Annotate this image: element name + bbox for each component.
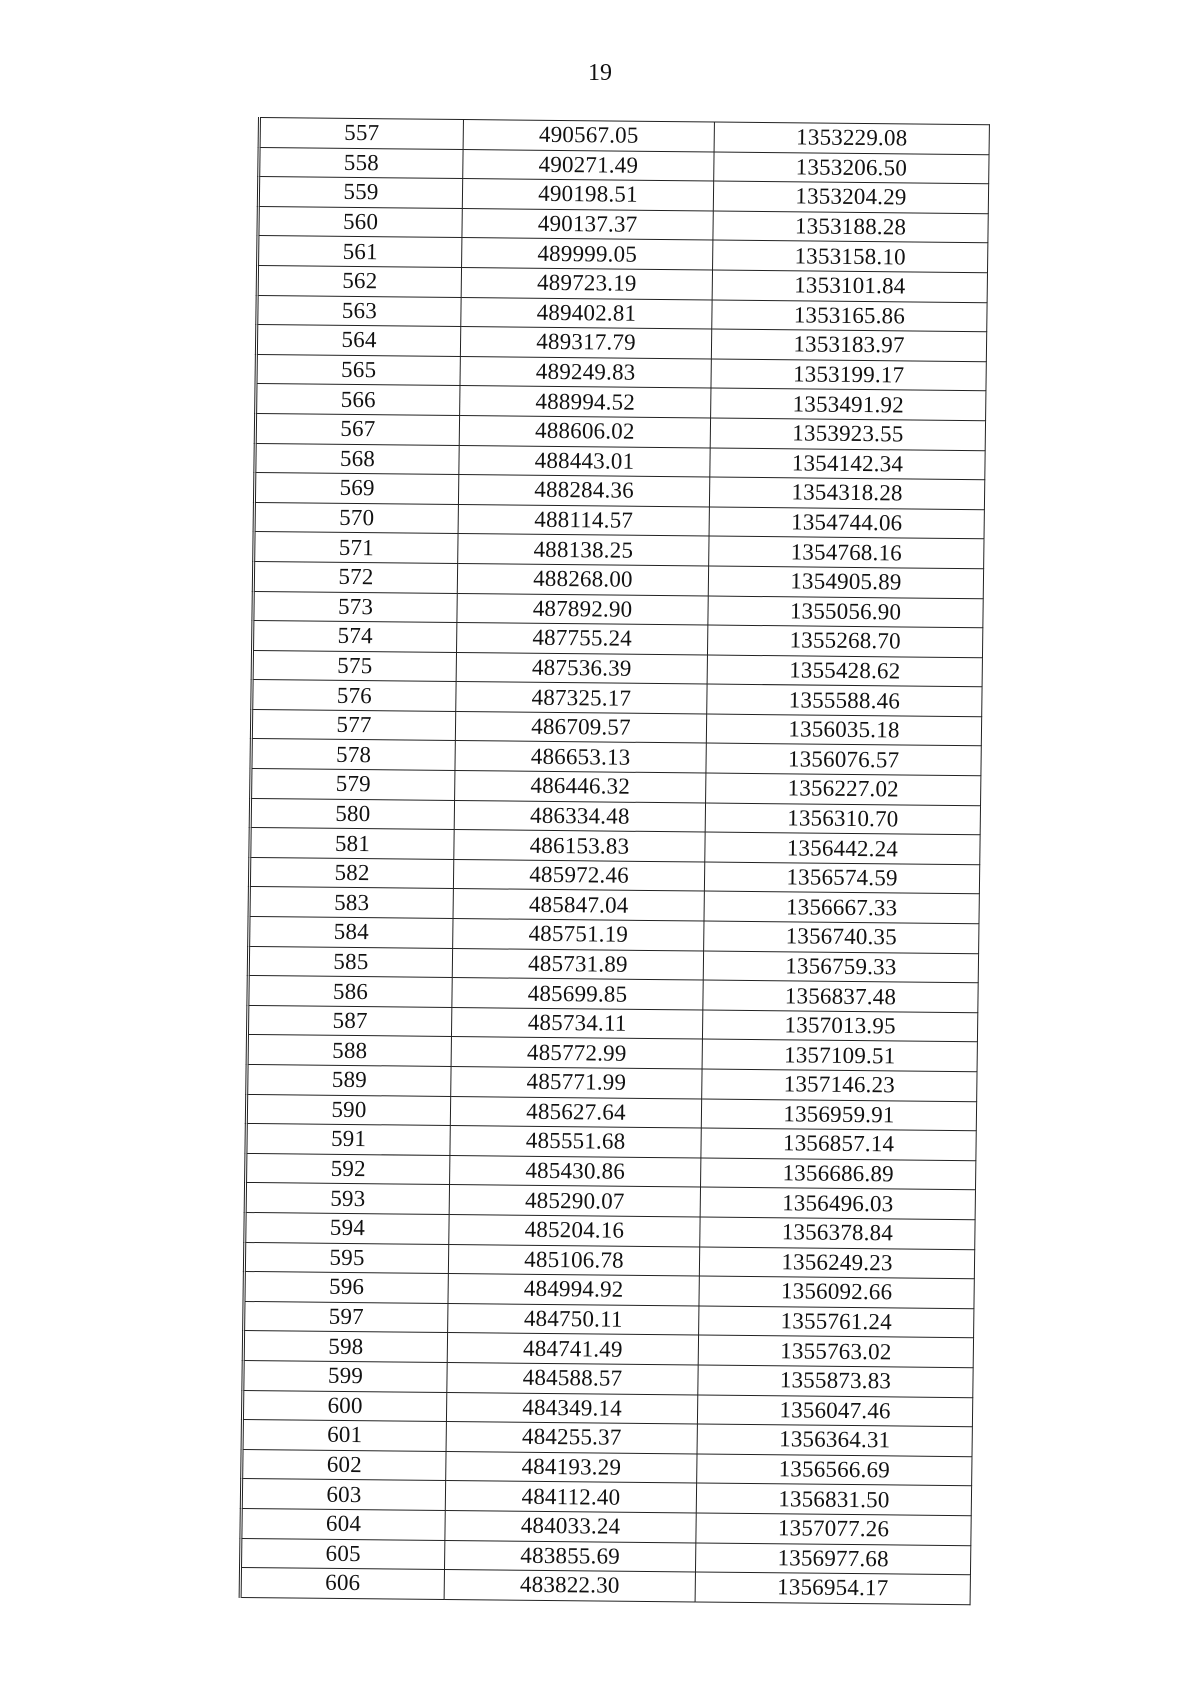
x-coordinate-cell: 488268.00 [457, 563, 708, 595]
x-coordinate-cell: 486653.13 [455, 741, 706, 773]
x-coordinate-cell: 484994.92 [448, 1274, 699, 1306]
coordinates-table-container [239, 117, 988, 1605]
y-coordinate-cell: 1355268.70 [707, 625, 982, 657]
x-coordinate-cell: 484033.24 [445, 1510, 696, 1542]
x-coordinate-cell: 483855.69 [444, 1540, 695, 1572]
y-coordinate-cell: 1357146.23 [702, 1069, 977, 1101]
point-number-cell: 591 [246, 1124, 450, 1156]
x-coordinate-cell: 484750.11 [448, 1303, 699, 1335]
y-coordinate-cell: 1356364.31 [697, 1424, 972, 1456]
x-coordinate-cell: 485771.99 [451, 1067, 702, 1099]
point-number-cell: 589 [247, 1064, 451, 1096]
y-coordinate-cell: 1355761.24 [699, 1306, 974, 1338]
point-number-cell: 588 [247, 1035, 451, 1067]
x-coordinate-cell: 485290.07 [449, 1185, 700, 1217]
y-coordinate-cell: 1353923.55 [710, 418, 985, 450]
point-number-cell: 564 [256, 325, 460, 357]
x-coordinate-cell: 483822.30 [444, 1570, 695, 1602]
y-coordinate-cell: 1353183.97 [711, 329, 986, 361]
y-coordinate-cell: 1356310.70 [705, 803, 980, 835]
y-coordinate-cell: 1356857.14 [701, 1128, 976, 1160]
point-number-cell: 595 [244, 1242, 448, 1274]
y-coordinate-cell: 1356092.66 [699, 1276, 974, 1308]
x-coordinate-cell: 488606.02 [459, 415, 710, 447]
y-coordinate-cell: 1356227.02 [706, 773, 981, 805]
point-number-cell: 600 [242, 1390, 446, 1422]
point-number-cell: 577 [251, 709, 455, 741]
y-coordinate-cell: 1353199.17 [711, 359, 986, 391]
point-number-cell: 597 [244, 1301, 448, 1333]
y-coordinate-cell: 1356977.68 [695, 1542, 970, 1574]
x-coordinate-cell: 488994.52 [460, 386, 711, 418]
x-coordinate-cell: 485627.64 [450, 1096, 701, 1128]
x-coordinate-cell: 485731.89 [452, 948, 703, 980]
point-number-cell: 604 [241, 1508, 445, 1540]
point-number-cell: 562 [257, 265, 461, 297]
point-number-cell: 590 [246, 1094, 450, 1126]
x-coordinate-cell: 486709.57 [455, 711, 706, 743]
y-coordinate-cell: 1353206.50 [714, 152, 989, 184]
point-number-cell: 570 [254, 502, 458, 534]
point-number-cell: 599 [243, 1360, 447, 1392]
x-coordinate-cell: 485847.04 [453, 889, 704, 921]
y-coordinate-cell: 1355428.62 [707, 655, 982, 687]
point-number-cell: 569 [254, 473, 458, 505]
coordinates-table-body [240, 118, 989, 1605]
x-coordinate-cell: 489249.83 [460, 356, 711, 388]
point-number-cell: 560 [258, 206, 462, 238]
x-coordinate-cell: 488443.01 [459, 445, 710, 477]
x-coordinate-cell: 484349.14 [446, 1392, 697, 1424]
y-coordinate-cell: 1356759.33 [703, 951, 978, 983]
x-coordinate-cell: 485772.99 [451, 1037, 702, 1069]
x-coordinate-cell: 485699.85 [452, 978, 703, 1010]
x-coordinate-cell: 487755.24 [457, 623, 708, 655]
y-coordinate-cell: 1356442.24 [705, 832, 980, 864]
point-number-cell: 602 [242, 1449, 446, 1481]
point-number-cell: 603 [241, 1479, 445, 1511]
point-number-cell: 559 [258, 177, 462, 209]
point-number-cell: 581 [250, 828, 454, 860]
point-number-cell: 573 [253, 591, 457, 623]
point-number-cell: 594 [245, 1212, 449, 1244]
x-coordinate-cell: 484741.49 [447, 1333, 698, 1365]
y-coordinate-cell: 1353158.10 [713, 240, 988, 272]
x-coordinate-cell: 485551.68 [450, 1126, 701, 1158]
x-coordinate-cell: 489402.81 [461, 297, 712, 329]
y-coordinate-cell: 1355056.90 [708, 596, 983, 628]
y-coordinate-cell: 1356837.48 [703, 980, 978, 1012]
y-coordinate-cell: 1356831.50 [696, 1483, 971, 1515]
x-coordinate-cell: 489317.79 [460, 327, 711, 359]
x-coordinate-cell: 490198.51 [462, 179, 713, 211]
y-coordinate-cell: 1353204.29 [713, 181, 988, 213]
point-number-cell: 578 [251, 739, 455, 771]
y-coordinate-cell: 1356047.46 [697, 1395, 972, 1427]
x-coordinate-cell: 484255.37 [446, 1422, 697, 1454]
point-number-cell: 596 [244, 1272, 448, 1304]
y-coordinate-cell: 1356496.03 [700, 1187, 975, 1219]
y-coordinate-cell: 1356667.33 [704, 891, 979, 923]
x-coordinate-cell: 484112.40 [445, 1481, 696, 1513]
y-coordinate-cell: 1356740.35 [704, 921, 979, 953]
point-number-cell: 598 [243, 1331, 447, 1363]
point-number-cell: 592 [246, 1153, 450, 1185]
y-coordinate-cell: 1356566.69 [697, 1454, 972, 1486]
point-number-cell: 587 [247, 1005, 451, 1037]
y-coordinate-cell: 1353229.08 [714, 122, 989, 154]
point-number-cell: 601 [242, 1420, 446, 1452]
y-coordinate-cell: 1354318.28 [709, 477, 984, 509]
y-coordinate-cell: 1357013.95 [702, 1010, 977, 1042]
x-coordinate-cell: 484588.57 [447, 1362, 698, 1394]
y-coordinate-cell: 1353188.28 [713, 211, 988, 243]
x-coordinate-cell: 486153.83 [454, 830, 705, 862]
x-coordinate-cell: 488284.36 [458, 475, 709, 507]
point-number-cell: 561 [258, 236, 462, 268]
point-number-cell: 572 [253, 561, 457, 593]
y-coordinate-cell: 1353101.84 [712, 270, 987, 302]
point-number-cell: 574 [253, 621, 457, 653]
point-number-cell: 583 [249, 887, 453, 919]
y-coordinate-cell: 1357077.26 [696, 1513, 971, 1545]
x-coordinate-cell: 490137.37 [462, 208, 713, 240]
y-coordinate-cell: 1356574.59 [704, 862, 979, 894]
point-number-cell: 565 [256, 354, 460, 386]
y-coordinate-cell: 1356686.89 [701, 1158, 976, 1190]
x-coordinate-cell: 484193.29 [446, 1451, 697, 1483]
coordinates-table [239, 117, 990, 1605]
point-number-cell: 557 [259, 118, 463, 150]
point-number-cell: 605 [241, 1538, 445, 1570]
y-coordinate-cell: 1356959.91 [701, 1099, 976, 1131]
y-coordinate-cell: 1356076.57 [706, 743, 981, 775]
x-coordinate-cell: 487892.90 [457, 593, 708, 625]
point-number-cell: 593 [245, 1183, 449, 1215]
x-coordinate-cell: 486446.32 [455, 771, 706, 803]
y-coordinate-cell: 1356954.17 [695, 1572, 970, 1604]
point-number-cell: 563 [257, 295, 461, 327]
x-coordinate-cell: 485972.46 [453, 859, 704, 891]
y-coordinate-cell: 1353491.92 [711, 388, 986, 420]
y-coordinate-cell: 1355588.46 [707, 684, 982, 716]
y-coordinate-cell: 1356035.18 [706, 714, 981, 746]
point-number-cell: 580 [250, 798, 454, 830]
y-coordinate-cell: 1354905.89 [708, 566, 983, 598]
x-coordinate-cell: 487536.39 [456, 652, 707, 684]
y-coordinate-cell: 1356249.23 [699, 1247, 974, 1279]
x-coordinate-cell: 485734.11 [451, 1007, 702, 1039]
y-coordinate-cell: 1357109.51 [702, 1039, 977, 1071]
x-coordinate-cell: 485430.86 [450, 1155, 701, 1187]
x-coordinate-cell: 488138.25 [458, 534, 709, 566]
y-coordinate-cell: 1354142.34 [710, 448, 985, 480]
point-number-cell: 576 [252, 680, 456, 712]
y-coordinate-cell: 1354768.16 [709, 536, 984, 568]
point-number-cell: 558 [259, 147, 463, 179]
table-row [240, 1568, 970, 1605]
x-coordinate-cell: 488114.57 [458, 504, 709, 536]
point-number-cell: 568 [255, 443, 459, 475]
y-coordinate-cell: 1353165.86 [712, 300, 987, 332]
y-coordinate-cell: 1355763.02 [698, 1335, 973, 1367]
point-number-cell: 575 [252, 650, 456, 682]
point-number-cell: 585 [248, 946, 452, 978]
point-number-cell: 584 [249, 917, 453, 949]
point-number-cell: 582 [249, 857, 453, 889]
x-coordinate-cell: 489723.19 [461, 268, 712, 300]
point-number-cell: 567 [255, 413, 459, 445]
x-coordinate-cell: 485751.19 [453, 919, 704, 951]
x-coordinate-cell: 489999.05 [462, 238, 713, 270]
x-coordinate-cell: 485204.16 [449, 1214, 700, 1246]
point-number-cell: 606 [240, 1568, 444, 1600]
x-coordinate-cell: 487325.17 [456, 682, 707, 714]
point-number-cell: 571 [254, 532, 458, 564]
x-coordinate-cell: 486334.48 [454, 800, 705, 832]
point-number-cell: 579 [251, 769, 455, 801]
y-coordinate-cell: 1356378.84 [700, 1217, 975, 1249]
x-coordinate-cell: 485106.78 [448, 1244, 699, 1276]
x-coordinate-cell: 490567.05 [463, 120, 714, 152]
x-coordinate-cell: 490271.49 [463, 149, 714, 181]
point-number-cell: 586 [248, 976, 452, 1008]
point-number-cell: 566 [256, 384, 460, 416]
page-number: 19 [588, 60, 612, 86]
y-coordinate-cell: 1354744.06 [709, 507, 984, 539]
y-coordinate-cell: 1355873.83 [698, 1365, 973, 1397]
